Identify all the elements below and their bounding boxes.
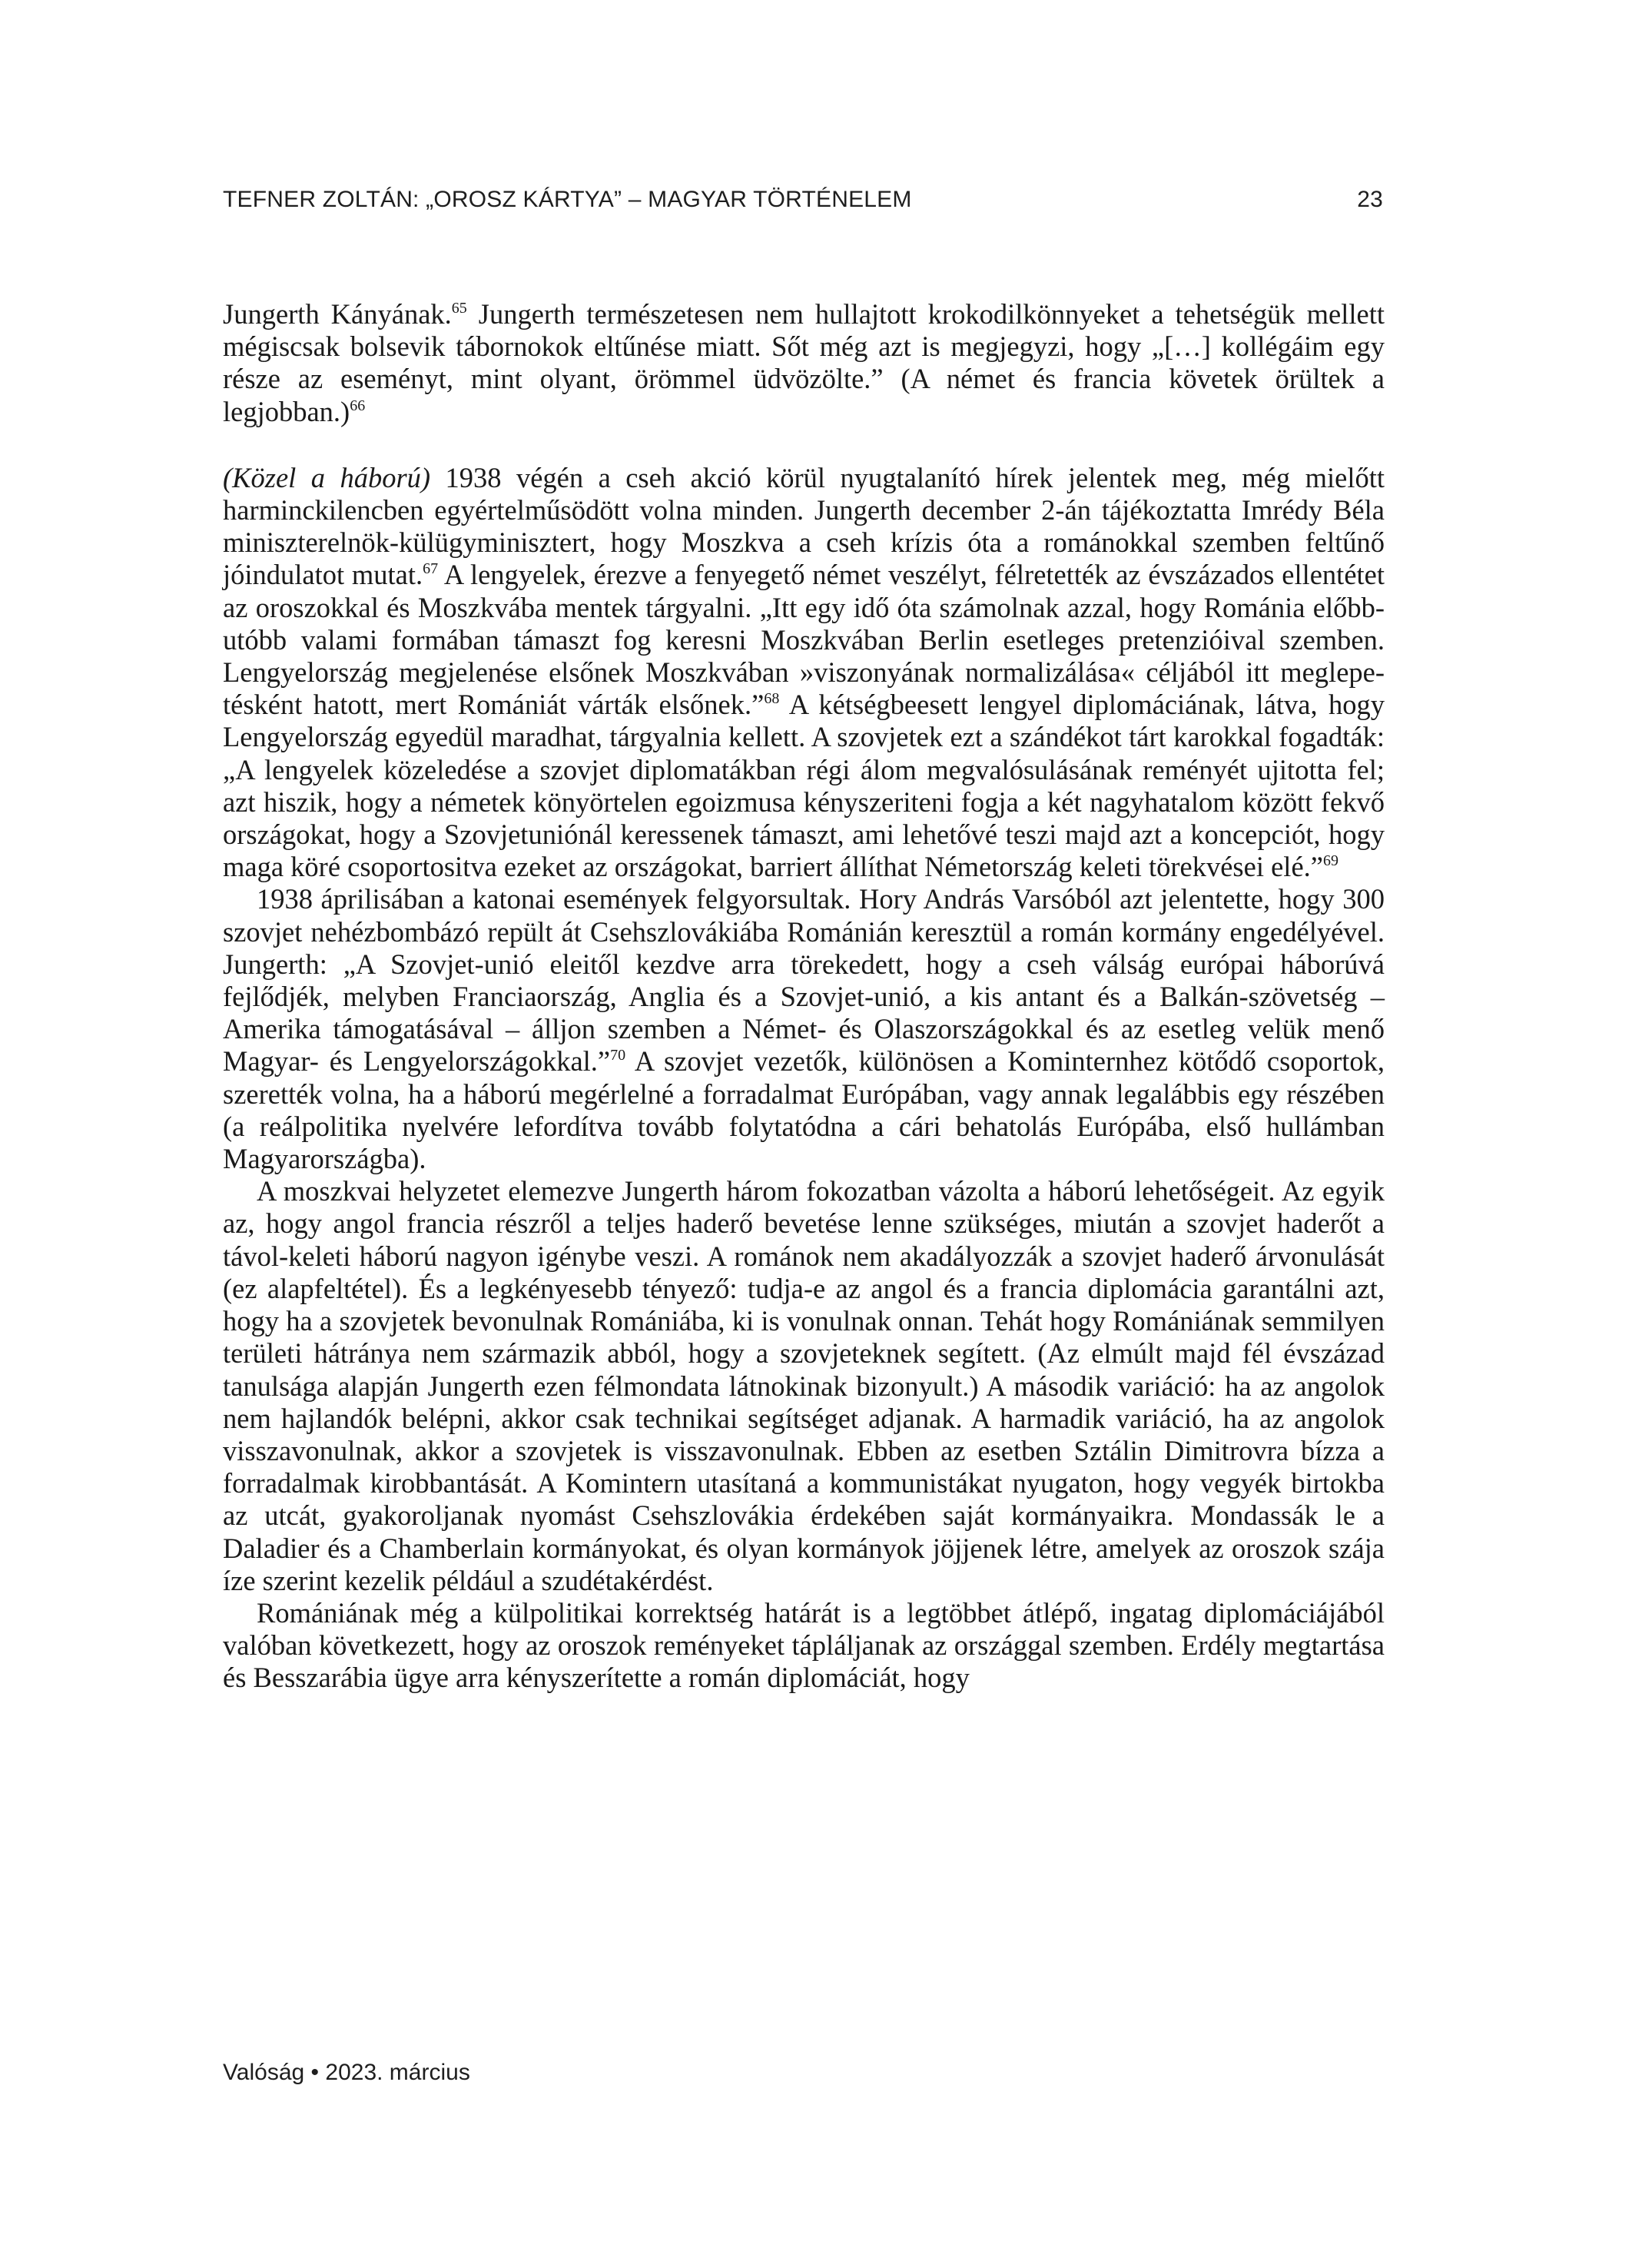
text-run: Romániának még a külpolitikai korrektség határát is a legtöbbet átlépő, ingatag diplomáciájából valóban következett, hogy az oroszok reményeket tápláljanak az országgal szemben. Erdély megtartása és Besszarábia ügye arra kényszerítette a román diplomáciát, hogy — [223, 1596, 1385, 1694]
running-header — [223, 187, 1383, 213]
footnote-reference: 65 — [451, 300, 467, 317]
paragraph — [223, 883, 1385, 1175]
paragraph — [223, 1175, 1385, 1597]
footnote-reference: 70 — [610, 1047, 626, 1064]
article-body — [223, 298, 1385, 1695]
footnote-reference: 69 — [1322, 852, 1338, 870]
text-run: 1938 végén a cseh akció körül nyugtalanító hírek jelentek meg, még mielőtt harminckilencben egyértelműsödött volna minden. Jungerth december 2-án tájékoztatta Imrédy Béla miniszterelnök-külügyminisztert, hogy Moszkva a cseh krízis óta a románokkal szemben feltűnő jóindulatot mutat. — [223, 461, 1385, 591]
footer-separator: • — [310, 2060, 320, 2085]
text-run: Jungerth Kányának. — [223, 298, 452, 330]
paragraph — [223, 298, 1385, 428]
text-run: A szovjet vezetők, különösen a Kominternhez kötődő csoportok, szerették volna, ha a háború megérlelné a forradalmat Európában, vagy annak legalábbis egy részében (a reálpolitika nyelvére lefordítva tovább folytatódna a cári behatolás Európába, első hullámban Magyarországba). — [223, 1045, 1385, 1175]
text-run: A moszkvai helyzetet elemezve Jungerth három fokozatban vázolta a háború lehetőségeit. Az egyik az, hogy angol francia részről a teljes haderő bevetése lenne szükséges, miután a szovjet haderőt a távol-keleti háború nagyon igénybe veszi. A románok nem akadályozzák a szovjet haderő árvonulását (ez alapfeltétel). És a legkényesebb tényező: tudja-e az angol és a francia diplomácia garantálni azt, hogy ha a szovjetek bevonulnak Romániába, ki is vonulnak onnan. Tehát hogy Romániának semmilyen területi hátránya nem származik abból, hogy a szovjeteknek segített. (Az elmúlt majd fél évszázad tanulsága alapján Jungerth ezen félmondata látnokinak bizonyult.) A második variáció: ha az angolok nem hajlandók belépni, akkor csak technikai segítséget adjanak. A harmadik variáció, ha az angolok visszavonulnak, akkor a szovjetek is visszavonulnak. Ebben az esetben Sztálin Dimitrovra bízza a forradalmak kirobbantását. A Komintern utasítaná a kommunistákat nyugaton, hogy vegyék birtokba az utcát, gyakoroljanak nyomást Csehszlovákia érdekében saját kormányaikra. Mondassák le a Daladier és a Chamberlain kormányokat, és olyan kormányok jöjjenek létre, amelyek az oroszok szája íze szerint kezelik például a szudétakérdést. — [223, 1175, 1385, 1596]
journal-name: Valóság — [223, 2060, 305, 2085]
issue-date: 2023. március — [325, 2060, 470, 2085]
text-run: A kétségbeesett lengyel diplomáciának, látva, hogy Lengyelország egyedül maradhat, tárgyalnia kellett. A szovjetek ezt a szándékot tárt karokkal fogadták: „A lengyelek közeledése a szovjet diplomatákban régi álom megvalósulásának reményét ujitotta fel; azt hiszik, hogy a németek könyörtelen egoizmusa kényszeriteni fogja a két nagyhatalom között fekvő országokat, hogy a Szovjetuniónál keressenek támaszt, ami lehetővé teszi majd azt a koncepciót, hogy maga köré csoportositva ezeket az országokat, barriert állíthat Németország keleti törekvései elé.” — [223, 689, 1385, 883]
page-footer — [223, 2060, 470, 2086]
page-number: 23 — [1357, 187, 1383, 212]
paragraph — [223, 1597, 1385, 1695]
text-run: A lengyelek, érezve a fenyegető német veszélyt, félretették az évszázados ellentétet az oroszokkal és Moszkvába mentek tárgyalni. „Itt egy idő óta számolnak azzal, hogy Románia előbb-utóbb valami formában támaszt fog keresni Moszkvában Berlin esetleges pretenzióival szemben. Lengyelország megjelenése elsőnek Moszkvában »viszonyának normalizálása« céljából itt meglepetésként hatott, mert Romániát várták elsőnek.” — [223, 559, 1385, 721]
footnote-reference: 68 — [764, 690, 780, 708]
text-run: Jungerth természetesen nem hullajtott krokodilkönnyeket a tehetségük mellett mégiscsak bolsevik tábornokok eltűnése miatt. Sőt még azt is megjegyzi, hogy „[…] kollégáim egy része az eseményt, mint olyant, örömmel üdvözölte.” (A német és francia követek örültek a legjobban.) — [223, 298, 1385, 427]
section-subheading: (Közel a háború) — [223, 461, 431, 493]
text-run: 1938 áprilisában a katonai események felgyorsultak. Hory András Varsóból azt jelentette, hogy 300 szovjet nehézbombázó repült át Csehszlovákiába Románián keresztül a román kormány engedélyével. Jungerth: „A Szovjet-unió eleitől kezdve arra törekedett, hogy a cseh válság európai háborúvá fejlődjék, melyben Franciaország, Anglia és a Szovjet-unió, a kis antant és a Balkán-szövetség – Amerika támogatásával – álljon szemben a Német- és Olaszországokkal és az esetleg velük menő Magyar- és Lengyelországokkal.” — [223, 883, 1385, 1078]
footnote-reference: 67 — [423, 560, 439, 578]
paragraph-section-start — [223, 462, 1385, 884]
running-title: TEFNER ZOLTÁN: „OROSZ KÁRTYA” – MAGYAR TÖRTÉNELEM — [223, 187, 912, 212]
footnote-reference: 66 — [350, 397, 366, 414]
